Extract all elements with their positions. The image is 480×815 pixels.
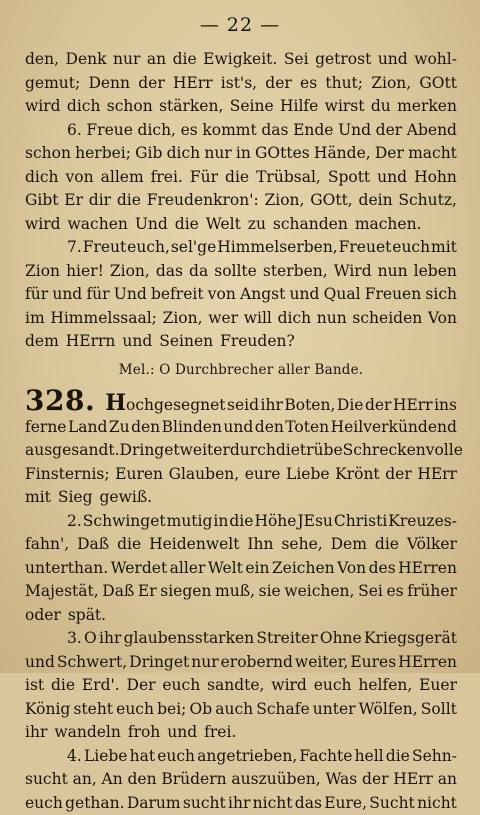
word: durch bbox=[230, 439, 276, 463]
word: Kriegsgerät bbox=[364, 627, 457, 651]
word: Höhe bbox=[254, 510, 296, 534]
word: Freue bbox=[86, 119, 133, 143]
word: nur bbox=[204, 142, 231, 166]
word: der bbox=[376, 119, 403, 143]
word: Spott bbox=[328, 166, 370, 190]
text-line bbox=[25, 792, 457, 815]
text-line bbox=[25, 330, 457, 354]
word: dem bbox=[25, 330, 59, 354]
word: Die bbox=[337, 390, 364, 420]
word: die bbox=[173, 48, 197, 72]
word: hell bbox=[355, 745, 384, 769]
word: Gibt bbox=[25, 189, 59, 213]
text-line bbox=[25, 48, 457, 72]
word: im bbox=[25, 307, 45, 331]
word: gemut; bbox=[25, 72, 80, 96]
word: dich bbox=[25, 166, 59, 190]
word: Wird bbox=[334, 260, 372, 284]
word: und bbox=[25, 651, 55, 675]
word: euch bbox=[392, 236, 430, 260]
text-line bbox=[25, 533, 457, 557]
word: sie bbox=[259, 580, 281, 604]
word: mit bbox=[431, 236, 457, 260]
word: euch bbox=[162, 674, 200, 698]
word: wird bbox=[271, 674, 307, 698]
word: die bbox=[117, 533, 141, 557]
word: Daß bbox=[102, 580, 134, 604]
word: in bbox=[213, 510, 228, 534]
word: an bbox=[438, 768, 457, 792]
page-text bbox=[25, 48, 457, 815]
word: Er bbox=[138, 580, 157, 604]
word: dich bbox=[167, 142, 201, 166]
text-line bbox=[25, 95, 457, 119]
word: Schafe bbox=[256, 698, 309, 722]
word: GOtt bbox=[419, 72, 457, 96]
word: gethan. bbox=[65, 792, 124, 815]
word: getrost bbox=[315, 48, 371, 72]
word: die bbox=[51, 674, 75, 698]
word: unterthan. bbox=[25, 557, 108, 581]
word: die bbox=[225, 166, 249, 190]
word: weiter bbox=[180, 439, 230, 463]
word: dein bbox=[359, 189, 393, 213]
word: die bbox=[117, 189, 141, 213]
word: Seinen bbox=[159, 330, 213, 354]
word: von bbox=[66, 166, 94, 190]
word: Liebe bbox=[286, 463, 330, 487]
word: Zion, bbox=[371, 72, 411, 96]
word: Krönt bbox=[335, 463, 380, 487]
word: die bbox=[229, 510, 253, 534]
word: Zu bbox=[109, 416, 130, 440]
word: Schreckenvolle bbox=[343, 439, 463, 463]
word: HErren bbox=[398, 557, 457, 581]
page-number: — 22 — bbox=[0, 14, 480, 36]
text-line bbox=[25, 260, 457, 284]
word: das bbox=[295, 792, 322, 815]
word: und bbox=[377, 166, 407, 190]
word: Hilfe bbox=[280, 95, 318, 119]
word: Seine bbox=[230, 95, 274, 119]
word: der bbox=[265, 72, 292, 96]
word: den, bbox=[25, 48, 59, 72]
word: Finsternis; bbox=[25, 463, 110, 487]
text-line bbox=[25, 166, 457, 190]
word: Zion, bbox=[163, 307, 203, 331]
word: gewiß. bbox=[100, 486, 153, 510]
word: Denk bbox=[66, 48, 107, 72]
word: muß, bbox=[215, 580, 255, 604]
text-line bbox=[25, 72, 457, 96]
word: Ende bbox=[293, 119, 333, 143]
word: hier! bbox=[66, 260, 104, 284]
word: Freuden? bbox=[220, 330, 295, 354]
word: von bbox=[208, 283, 236, 307]
word: nun bbox=[317, 307, 347, 331]
word: Darum bbox=[127, 792, 181, 815]
word: euch bbox=[314, 674, 352, 698]
word: An bbox=[102, 768, 123, 792]
word: spät. bbox=[68, 604, 106, 628]
word: oder bbox=[25, 604, 61, 628]
word: für bbox=[25, 283, 48, 307]
word: froh bbox=[128, 721, 160, 745]
word: Kreuzes- bbox=[388, 510, 457, 534]
word: da bbox=[189, 260, 208, 284]
word: GOtt, bbox=[310, 189, 352, 213]
word: Welt bbox=[206, 213, 241, 237]
word: Von bbox=[337, 557, 366, 581]
word: Freuet bbox=[339, 236, 392, 260]
word: seid bbox=[227, 390, 259, 420]
word: Zeichen bbox=[272, 557, 335, 581]
word: Welt bbox=[208, 557, 243, 581]
word: Ob bbox=[189, 698, 212, 722]
word: sel'ge bbox=[171, 236, 216, 260]
word: Der bbox=[127, 674, 156, 698]
word: nur bbox=[191, 651, 218, 675]
word: Sehn- bbox=[412, 745, 457, 769]
word: nicht bbox=[253, 792, 293, 815]
word: ins bbox=[434, 390, 457, 420]
word: ist bbox=[25, 674, 44, 698]
word: wohl- bbox=[414, 48, 457, 72]
word: wandeln bbox=[54, 721, 121, 745]
word: den bbox=[127, 768, 156, 792]
word: der bbox=[385, 463, 412, 487]
word: den bbox=[255, 416, 284, 440]
word: ihr bbox=[25, 721, 47, 745]
text-line bbox=[25, 213, 457, 237]
text-line bbox=[25, 698, 457, 722]
word: König bbox=[25, 698, 70, 722]
word: und bbox=[223, 416, 253, 440]
text-line bbox=[25, 651, 457, 675]
word: Ihn bbox=[247, 533, 273, 557]
word: die bbox=[276, 439, 300, 463]
word: Sollt bbox=[421, 698, 457, 722]
word: trübe bbox=[300, 439, 343, 463]
word: Schwert, bbox=[57, 651, 127, 675]
word: Blinden bbox=[162, 416, 222, 440]
word: Dringet bbox=[120, 439, 180, 463]
word: Wölfen, bbox=[359, 698, 418, 722]
word: Heidenwelt bbox=[149, 533, 239, 557]
word: mit bbox=[25, 486, 51, 510]
word: ihr bbox=[99, 627, 121, 651]
word: befreit bbox=[151, 283, 204, 307]
word: Von bbox=[428, 307, 457, 331]
word: Glauben, bbox=[169, 463, 240, 487]
word: es bbox=[386, 580, 403, 604]
word: Trübsal, bbox=[256, 166, 321, 190]
word: mutig bbox=[167, 510, 213, 534]
word: GOttes bbox=[255, 142, 310, 166]
word: thut; bbox=[325, 72, 363, 96]
word: Erd'. bbox=[82, 674, 120, 698]
word: Land bbox=[68, 416, 107, 440]
word: dich bbox=[278, 307, 312, 331]
word: das bbox=[156, 260, 183, 284]
word: Christi bbox=[334, 510, 387, 534]
word: HErren bbox=[398, 651, 457, 675]
word: Sei bbox=[284, 48, 309, 72]
word: Sei bbox=[358, 580, 383, 604]
word: Was bbox=[325, 768, 357, 792]
word: 2. bbox=[67, 510, 82, 534]
word: Er bbox=[64, 189, 83, 213]
hymn-first-line bbox=[25, 386, 457, 416]
word: die bbox=[375, 533, 399, 557]
word: siegen bbox=[160, 580, 211, 604]
word: Zion, bbox=[265, 189, 305, 213]
word: es bbox=[181, 119, 198, 143]
word: Sieg bbox=[58, 486, 93, 510]
word: es bbox=[300, 72, 317, 96]
word: Freudenkron': bbox=[147, 189, 259, 213]
word: sollte bbox=[214, 260, 257, 284]
word: sehe, bbox=[281, 533, 322, 557]
word: frei. bbox=[151, 166, 183, 190]
word: glaubensstarken bbox=[124, 627, 255, 651]
hymn-number: 328. bbox=[25, 386, 95, 416]
word: sucht bbox=[183, 792, 226, 815]
word: Liebe bbox=[84, 745, 128, 769]
word: euch bbox=[116, 698, 154, 722]
word: Ohne bbox=[320, 627, 362, 651]
word: Ewigkeit. bbox=[203, 48, 277, 72]
word: sterben, bbox=[263, 260, 328, 284]
word: frei. bbox=[204, 721, 236, 745]
word: schanden bbox=[273, 213, 348, 237]
word: angetrieben, bbox=[197, 745, 297, 769]
word: Werdet bbox=[111, 557, 168, 581]
word: aller bbox=[170, 557, 206, 581]
text-line bbox=[25, 721, 457, 745]
word: sandte, bbox=[207, 674, 264, 698]
word: und bbox=[122, 330, 152, 354]
text-line bbox=[25, 674, 457, 698]
word: Und bbox=[114, 283, 147, 307]
word: der bbox=[362, 768, 389, 792]
word: Boten, bbox=[284, 390, 335, 420]
word: Zion, bbox=[110, 260, 150, 284]
text-line bbox=[25, 463, 457, 487]
word: machen. bbox=[355, 213, 422, 237]
word: Und bbox=[135, 213, 168, 237]
text-line bbox=[25, 486, 457, 510]
word: Euer bbox=[419, 674, 457, 698]
word: an, bbox=[73, 768, 97, 792]
stanza-7-first-line bbox=[25, 236, 457, 260]
word: ihr bbox=[261, 390, 283, 420]
word: Eure, bbox=[324, 792, 367, 815]
word: schon bbox=[107, 95, 153, 119]
word: Dem bbox=[331, 533, 367, 557]
word: Sucht bbox=[369, 792, 415, 815]
word: Majestät, bbox=[25, 580, 99, 604]
word: den bbox=[131, 416, 160, 440]
word: O bbox=[84, 627, 97, 651]
text-line bbox=[25, 557, 457, 581]
word: und bbox=[378, 48, 408, 72]
word: Fachte bbox=[299, 745, 352, 769]
word: Himmelssaal; bbox=[50, 307, 157, 331]
word: 3. bbox=[67, 627, 82, 651]
melody-line: Mel.: O Durchbrecher aller Bande. bbox=[25, 358, 457, 382]
word: euch, bbox=[127, 236, 170, 260]
text-line bbox=[25, 416, 457, 440]
stanza-4-first-line bbox=[25, 745, 457, 769]
word: Eures bbox=[350, 651, 396, 675]
word: wachen bbox=[68, 213, 128, 237]
word: die bbox=[386, 745, 410, 769]
word: wer bbox=[208, 307, 238, 331]
word: Euren bbox=[115, 463, 163, 487]
word: JEsu bbox=[297, 510, 332, 534]
word: Freut bbox=[83, 236, 127, 260]
word: allem bbox=[101, 166, 144, 190]
word: dich bbox=[67, 95, 101, 119]
word: will bbox=[244, 307, 272, 331]
word: Gib bbox=[135, 142, 162, 166]
word: euch bbox=[25, 792, 63, 815]
word: ausgesandt. bbox=[25, 439, 120, 463]
word: ist's, bbox=[221, 72, 257, 96]
word: Brüdern bbox=[161, 768, 226, 792]
word: Angst bbox=[240, 283, 285, 307]
word: nicht bbox=[417, 792, 457, 815]
word: euch bbox=[157, 745, 195, 769]
word: Dringet bbox=[129, 651, 189, 675]
word: scheiden bbox=[352, 307, 422, 331]
word: Daß bbox=[77, 533, 109, 557]
word: 7. bbox=[67, 236, 82, 260]
word: der bbox=[138, 72, 165, 96]
word: wird bbox=[25, 95, 61, 119]
word: das bbox=[261, 119, 288, 143]
word: die bbox=[175, 213, 199, 237]
word: du bbox=[371, 95, 391, 119]
word: Hände, bbox=[314, 142, 371, 166]
word: Abend bbox=[407, 119, 457, 143]
text-line bbox=[25, 768, 457, 792]
word: hat bbox=[130, 745, 155, 769]
word: an bbox=[147, 48, 166, 72]
word: auszuüben, bbox=[231, 768, 320, 792]
text-line bbox=[25, 283, 457, 307]
word: HErr bbox=[173, 72, 213, 96]
word: eure bbox=[245, 463, 281, 487]
word: und bbox=[52, 283, 82, 307]
word: Völker bbox=[407, 533, 457, 557]
word: Denn bbox=[88, 72, 130, 96]
text-line bbox=[25, 580, 457, 604]
word: helfen, bbox=[358, 674, 412, 698]
word: dich, bbox=[138, 119, 176, 143]
word: 4. bbox=[67, 745, 82, 769]
word: weichen, bbox=[284, 580, 354, 604]
word: erobernd bbox=[221, 651, 293, 675]
word: Für bbox=[190, 166, 218, 190]
word: des bbox=[369, 557, 396, 581]
text-line bbox=[25, 439, 457, 463]
word: Toten bbox=[285, 416, 329, 440]
text-line bbox=[25, 189, 457, 213]
hymn-initial: H bbox=[105, 388, 126, 418]
word: ochgesegnet bbox=[126, 390, 226, 420]
word: ferne bbox=[25, 416, 66, 440]
word: ein bbox=[245, 557, 269, 581]
word: schon bbox=[25, 142, 71, 166]
word: Freuen bbox=[365, 283, 421, 307]
word: fahn', bbox=[25, 533, 69, 557]
word: Und bbox=[338, 119, 371, 143]
word: Himmelserben, bbox=[217, 236, 338, 260]
word: 6. bbox=[67, 119, 82, 143]
word: macht bbox=[408, 142, 457, 166]
word: HErr bbox=[393, 768, 433, 792]
word: früher bbox=[407, 580, 457, 604]
text-line bbox=[25, 142, 457, 166]
word: sucht bbox=[25, 768, 68, 792]
word: HErr bbox=[417, 463, 457, 487]
word: Streiter bbox=[256, 627, 317, 651]
stanza-2-first-line bbox=[25, 510, 457, 534]
word: Zion bbox=[25, 260, 60, 284]
word: der bbox=[365, 390, 392, 420]
word: nur bbox=[113, 48, 140, 72]
word: herbei; bbox=[75, 142, 131, 166]
word: merken bbox=[397, 95, 457, 119]
word: Schwinget bbox=[83, 510, 166, 534]
word: unter bbox=[313, 698, 356, 722]
word: und bbox=[167, 721, 197, 745]
word: Schutz, bbox=[398, 189, 457, 213]
word: wirst bbox=[325, 95, 365, 119]
word: und bbox=[290, 283, 320, 307]
word: HErr bbox=[393, 390, 433, 420]
word: ihr bbox=[228, 792, 250, 815]
text-line bbox=[25, 307, 457, 331]
word: Heilverkündend bbox=[331, 416, 457, 440]
word: Qual bbox=[324, 283, 361, 307]
word: steht bbox=[73, 698, 113, 722]
word: wird bbox=[25, 213, 61, 237]
word: HErrn bbox=[66, 330, 116, 354]
word: in bbox=[236, 142, 251, 166]
word: dir bbox=[89, 189, 111, 213]
stanza-6-first-line bbox=[25, 119, 457, 143]
word: sich bbox=[425, 283, 457, 307]
word: zu bbox=[248, 213, 266, 237]
word: weiter, bbox=[295, 651, 348, 675]
word: kommt bbox=[202, 119, 256, 143]
word: bei; bbox=[157, 698, 186, 722]
text-line bbox=[25, 604, 457, 628]
word: stärken, bbox=[159, 95, 223, 119]
word: leben bbox=[414, 260, 457, 284]
stanza-3-first-line bbox=[25, 627, 457, 651]
word: nun bbox=[378, 260, 408, 284]
word: Hohn bbox=[414, 166, 457, 190]
word: auch bbox=[215, 698, 253, 722]
word: Der bbox=[375, 142, 404, 166]
word: für bbox=[86, 283, 109, 307]
